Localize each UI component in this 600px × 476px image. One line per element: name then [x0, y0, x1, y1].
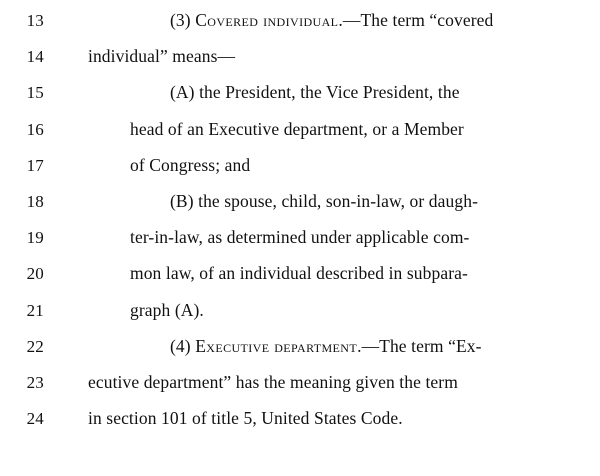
line-number: 17 [26, 155, 44, 175]
line-text [44, 372, 600, 393]
line-number: 19 [26, 228, 44, 248]
line-text [44, 10, 600, 31]
line-number: 22 [26, 336, 44, 356]
text-line [0, 82, 600, 118]
line-number: 24 [26, 409, 44, 429]
line-text [44, 300, 600, 321]
text-line [0, 191, 600, 227]
document-body [0, 10, 600, 444]
text-run: (3) [170, 10, 196, 30]
line-number: 21 [26, 300, 44, 320]
line-text [44, 227, 600, 248]
text-run: .—The term “covered [338, 10, 494, 30]
text-line [0, 372, 600, 408]
line-number: 16 [26, 119, 44, 139]
line-text [44, 82, 600, 103]
line-number: 15 [26, 83, 44, 103]
text-line [0, 336, 600, 372]
text-run: ecutive department” has the meaning given the term [88, 371, 458, 392]
text-run: ter-in-law, as determined under applicable com- [130, 227, 470, 248]
line-text [44, 191, 600, 212]
text-run: .—The term “Ex- [357, 335, 482, 356]
line-text [44, 336, 600, 357]
line-number: 20 [26, 264, 44, 284]
line-text [44, 46, 600, 67]
text-line [0, 227, 600, 263]
text-run: in section 101 of title 5, United States Code. [88, 408, 403, 429]
defined-term: Covered individual [195, 10, 339, 30]
line-number: 23 [26, 372, 44, 392]
text-run: (B) the spouse, child, son-in-law, or daugh- [170, 190, 478, 211]
text-line [0, 46, 600, 82]
line-number: 14 [26, 47, 44, 67]
text-run: individual” means— [88, 46, 236, 67]
text-line [0, 10, 600, 46]
text-run: head of an Executive department, or a Member [130, 118, 464, 139]
text-run: of Congress; and [130, 154, 251, 175]
line-text [44, 155, 600, 176]
line-number: 13 [26, 11, 44, 30]
text-run: (A) the President, the Vice President, the [170, 82, 460, 103]
defined-term: Executive department [195, 335, 358, 356]
text-line [0, 300, 600, 336]
line-text [44, 263, 600, 284]
text-line [0, 119, 600, 155]
text-line [0, 408, 600, 444]
text-run: mon law, of an individual described in subpara- [130, 263, 468, 284]
text-line [0, 263, 600, 299]
text-run: graph (A). [130, 299, 204, 320]
line-number: 18 [26, 191, 44, 211]
text-run: (4) [170, 335, 196, 356]
line-text [44, 119, 600, 140]
line-text [44, 408, 600, 429]
text-line [0, 155, 600, 191]
